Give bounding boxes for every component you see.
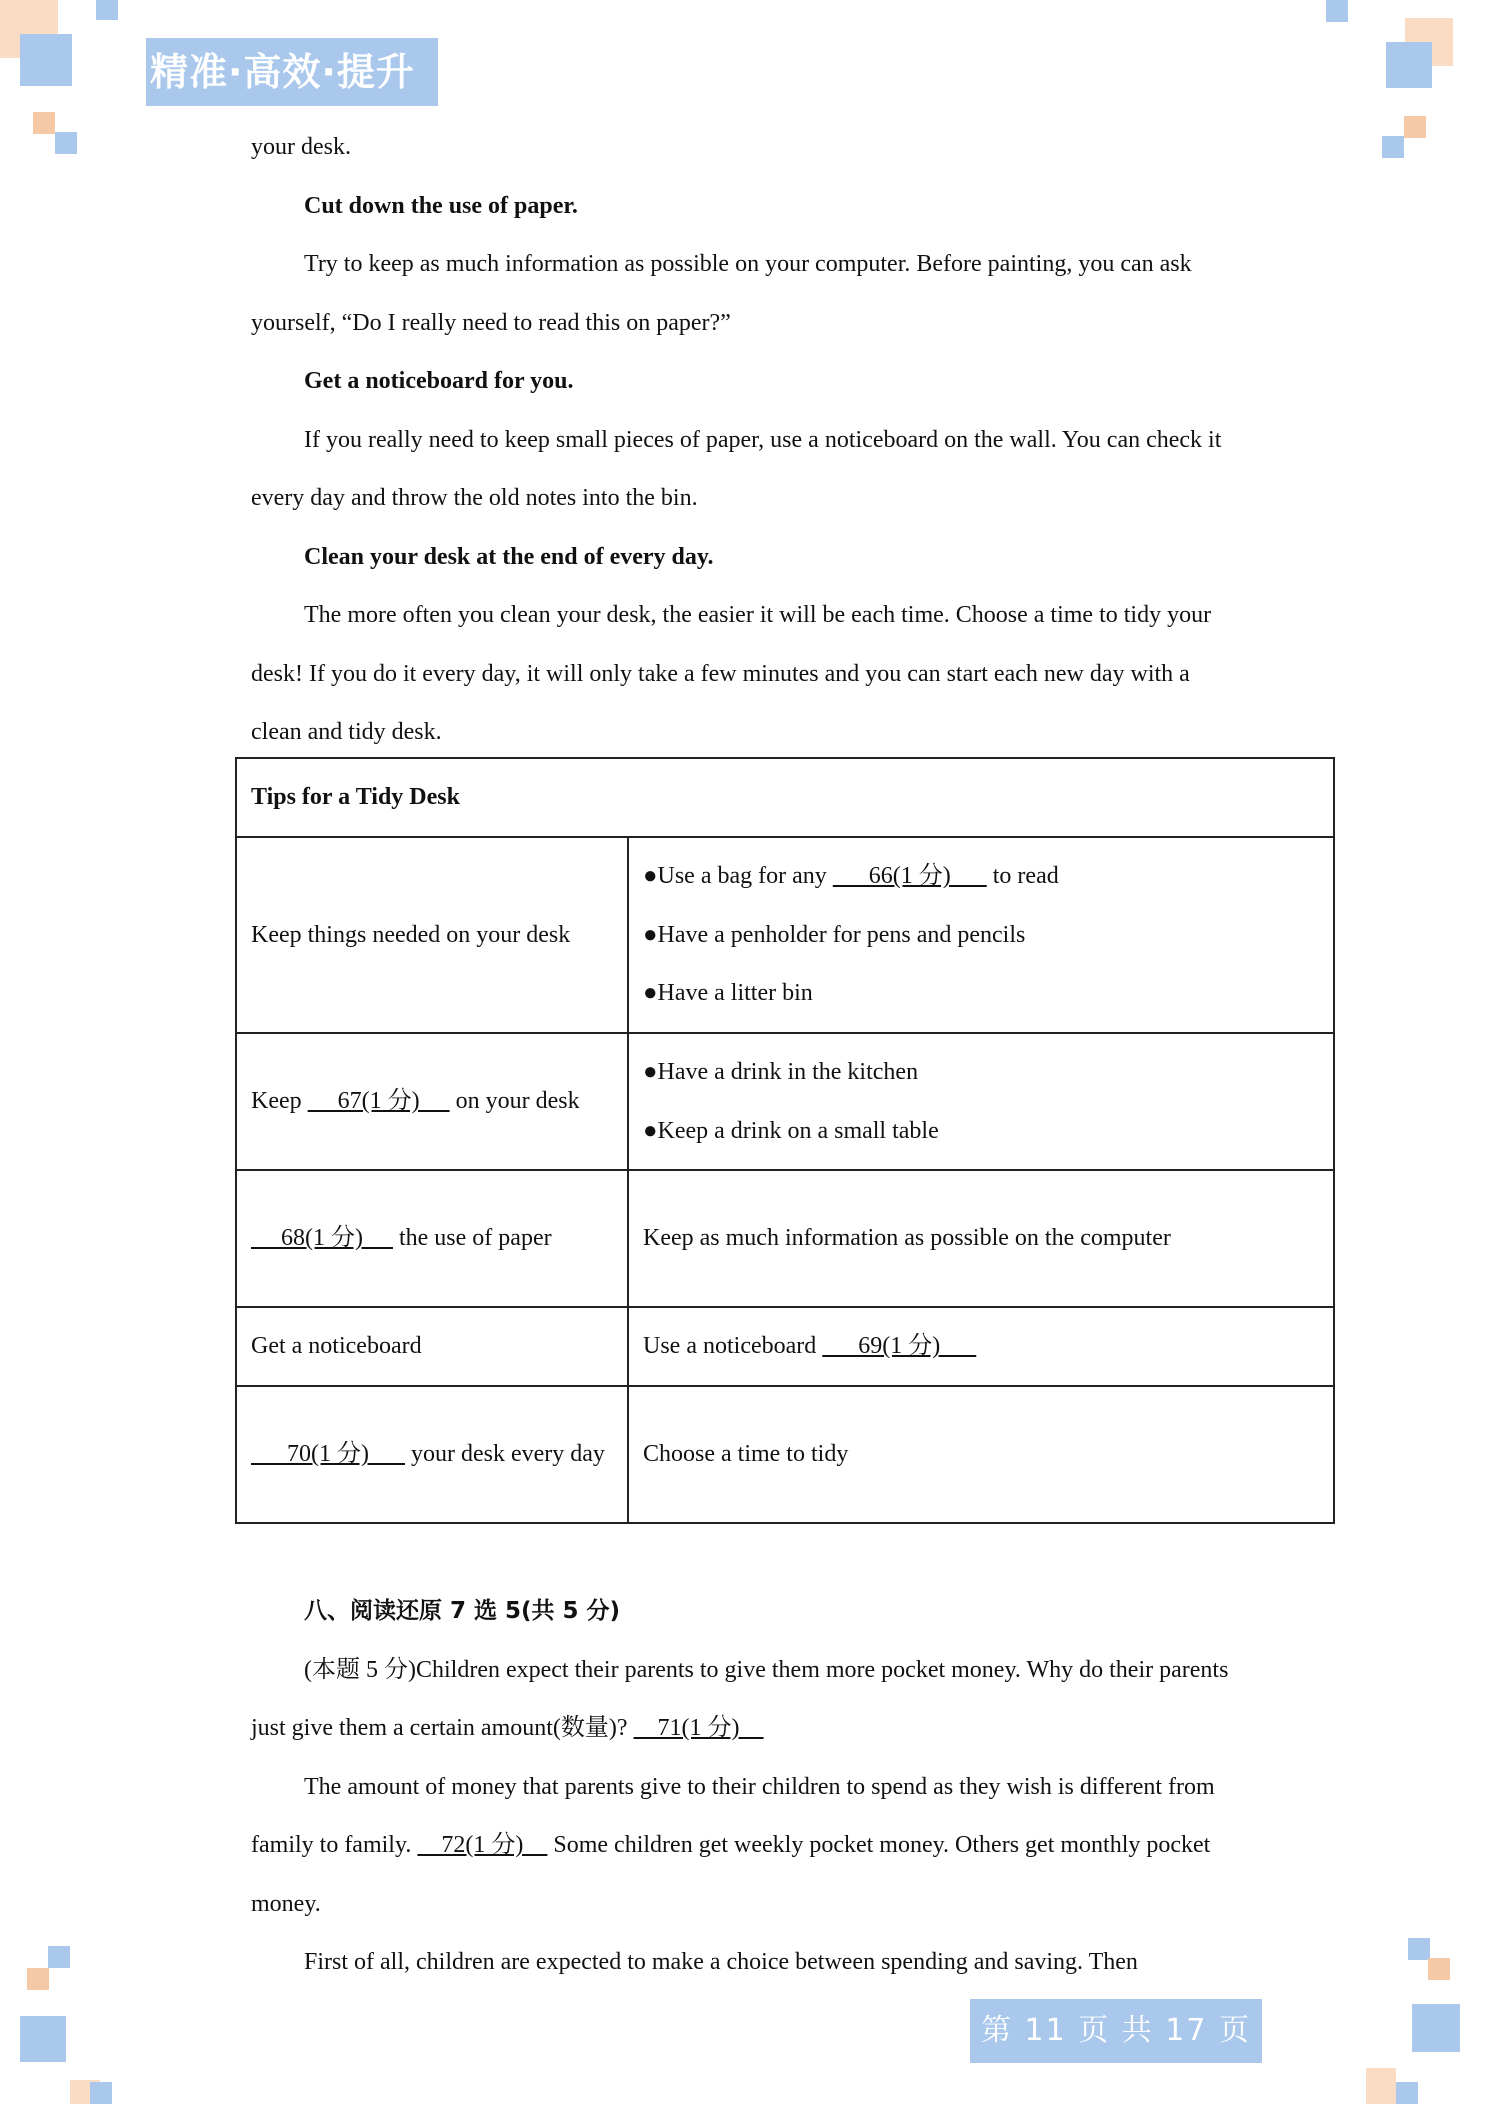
paragraph: First of all, children are expected to make a choice between spending and saving. Then [304, 1949, 1138, 1975]
section-reading-restore [251, 1582, 1241, 1992]
answer-blank-70[interactable]: 70(1 分) [251, 1441, 405, 1468]
paragraph: The more often you clean your desk, the easier it will be each time. Choose a time to tidy your desk! If you do it every day, it will only take a few minutes and you can start each new day with a clean and tidy desk. [251, 602, 1212, 745]
paragraph: your desk. [251, 134, 351, 160]
paragraph: Try to keep as much information as possible on your computer. Before painting, you can ask yourself, “Do I really need to read this on paper?” [251, 251, 1192, 336]
paragraph: If you really need to keep small pieces of paper, use a noticeboard on the wall. You can check it every day and throw the old notes into the bin. [251, 426, 1222, 511]
answer-blank-72[interactable]: 72(1 分) [417, 1832, 548, 1858]
page-number: 第 11 页 共 17 页 [970, 1999, 1262, 2063]
table-cell: Keep 67(1 分) on your desk [236, 1033, 628, 1170]
article-body [251, 118, 1241, 762]
paragraph: The amount of money that parents give to their children to spend as they wish is different from family to family. 72(1 分) Some children get weekly pocket money. Others get monthly pocket money. [251, 1773, 1215, 1917]
answer-blank-69[interactable]: 69(1 分) [822, 1333, 977, 1360]
table-title: Tips for a Tidy Desk [236, 758, 1334, 837]
section-title: 八、阅读还原 7 选 5(共 5 分) [304, 1598, 621, 1624]
table-cell: 70(1 分) your desk every day [236, 1386, 628, 1523]
answer-blank-66[interactable]: 66(1 分) [832, 863, 987, 890]
table-cell: Keep as much information as possible on the computer [628, 1170, 1334, 1307]
table-cell: 68(1 分) the use of paper [236, 1170, 628, 1307]
tip-heading: Cut down the use of paper. [304, 192, 578, 219]
answer-blank-67[interactable]: 67(1 分) [307, 1088, 450, 1115]
tip-heading: Clean your desk at the end of every day. [304, 543, 714, 570]
tip-heading: Get a noticeboard for you. [304, 368, 574, 394]
brand-banner: 精准·高效·提升 [146, 38, 438, 106]
table-cell: ●Use a bag for any 66(1 分) to read ●Have a penholder for pens and pencils ●Have a litter bin [628, 837, 1334, 1033]
table-cell: Choose a time to tidy [628, 1386, 1334, 1523]
paragraph: (本题 5 分)Children expect their parents to give them more pocket money. Why do their parents just give them a certain amount(数量)? 71(1 分) [251, 1656, 1229, 1741]
answer-blank-68[interactable]: 68(1 分) [251, 1225, 393, 1252]
table-cell: Use a noticeboard 69(1 分) [628, 1307, 1334, 1386]
table-cell: Get a noticeboard [236, 1307, 628, 1386]
table-cell: ●Have a drink in the kitchen ●Keep a drink on a small table [628, 1033, 1334, 1170]
answer-blank-71[interactable]: 71(1 分) [633, 1715, 764, 1741]
table-cell: Keep things needed on your desk [236, 837, 628, 1033]
tips-table [235, 757, 1335, 1524]
